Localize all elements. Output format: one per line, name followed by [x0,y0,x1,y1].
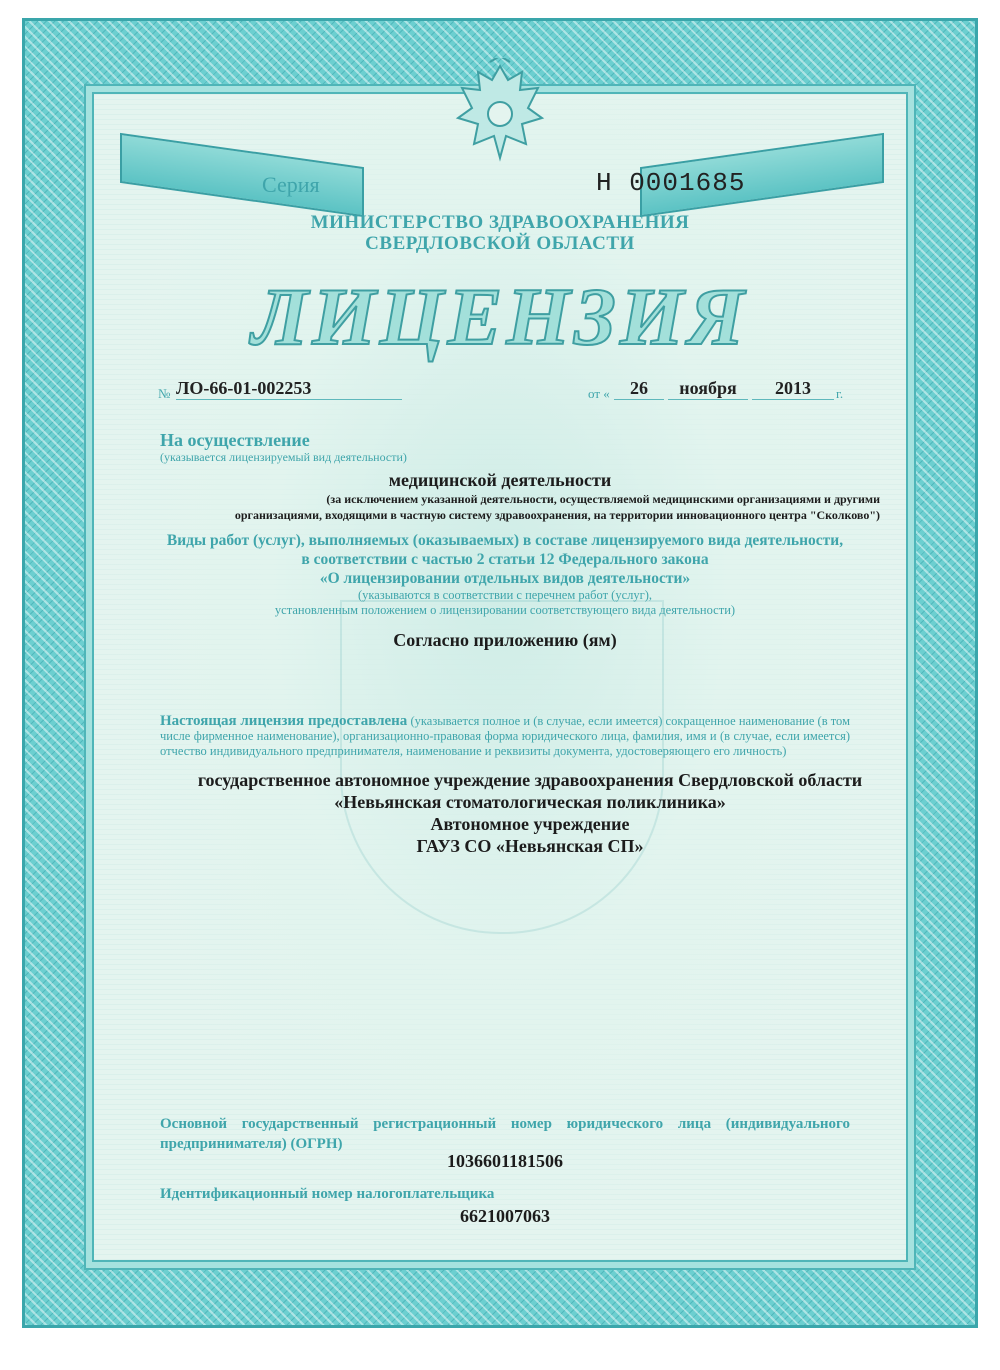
series-label: Серия [262,172,320,197]
holder-name-line1: государственное автономное учреждение здравоохранения Свердловской области [197,770,863,790]
document-title: ЛИЦЕНЗИЯ [251,271,749,362]
works-label [160,531,850,588]
series-number: Н 0001685 [596,168,746,198]
double-headed-eagle-emblem [450,58,550,178]
inn-value: 6621007063 [460,1206,550,1226]
activity-hint: (указывается лицензируемый вид деятельности) [160,450,407,464]
holder-name-line2: «Невьянская стоматологическая поликлиника» [334,792,726,812]
works-label-line2: в соответствии с частью 2 статьи 12 Федерального закона [301,551,709,568]
license-number: ЛО-66-01-002253 [176,378,402,400]
ogrn-label: Основной государственный регистрационный номер юридического лица (индивидуального предпринимателя) (ОГРН) [160,1116,850,1152]
ministry-name-line2: СВЕРДЛОВСКОЙ ОБЛАСТИ [365,233,635,254]
works-label-line3: «О лицензировании отдельных видов деятельности» [319,570,691,587]
activity-exception-line1: (за исключением указанной деятельности, осуществляемой медицинскими организациями и другими [326,492,880,506]
date-prefix: от « [588,386,610,401]
granted-to-label [160,714,850,759]
works-hint-line1: (указываются в соответствии с перечнем работ (услуг), [357,588,653,602]
works-hint-line2: установленным положением о лицензировании соответствующего вида деятельности) [274,603,736,617]
inn-label: Идентификационный номер налогоплательщика [160,1186,495,1202]
works-hint [160,588,850,618]
works-value: Согласно приложению (ям) [393,630,617,650]
date-month: ноября [668,378,748,400]
holder-short-name: ГАУЗ СО «Невьянская СП» [416,836,644,856]
ministry-name-line1: МИНИСТЕРСТВО ЗДРАВООХРАНЕНИЯ [310,212,690,233]
year-suffix: г. [836,386,844,401]
works-label-line1: Виды работ (услуг), выполняемых (оказываемых) в составе лицензируемого вида деятельности, [166,532,844,549]
activity-label: На осуществление [160,430,310,450]
activity-value: медицинской деятельности [388,470,612,490]
ogrn-value: 1036601181506 [446,1151,563,1171]
activity-exception-line2: организациями, входящими в частную систему здравоохранения, на территории инновационного центра "Сколково") [234,508,880,522]
granted-label: Настоящая лицензия предоставлена [160,713,408,729]
date-year: 2013 [752,378,834,400]
holder-legal-form: Автономное учреждение [430,814,630,834]
number-label: № [158,386,171,401]
date-day: 26 [614,378,664,400]
activity-exception [160,491,880,523]
granted-hint: (указывается полное и (в случае, если имеется) сокращенное наименование (в том числе фирменное наименование), организационно-правовая форма юридического лица, фамилия, имя и (в случае, если имеется) отчество индивидуального предпринимателя, наименование и реквизиты документа, удостоверяющего его личность) [160,714,850,758]
